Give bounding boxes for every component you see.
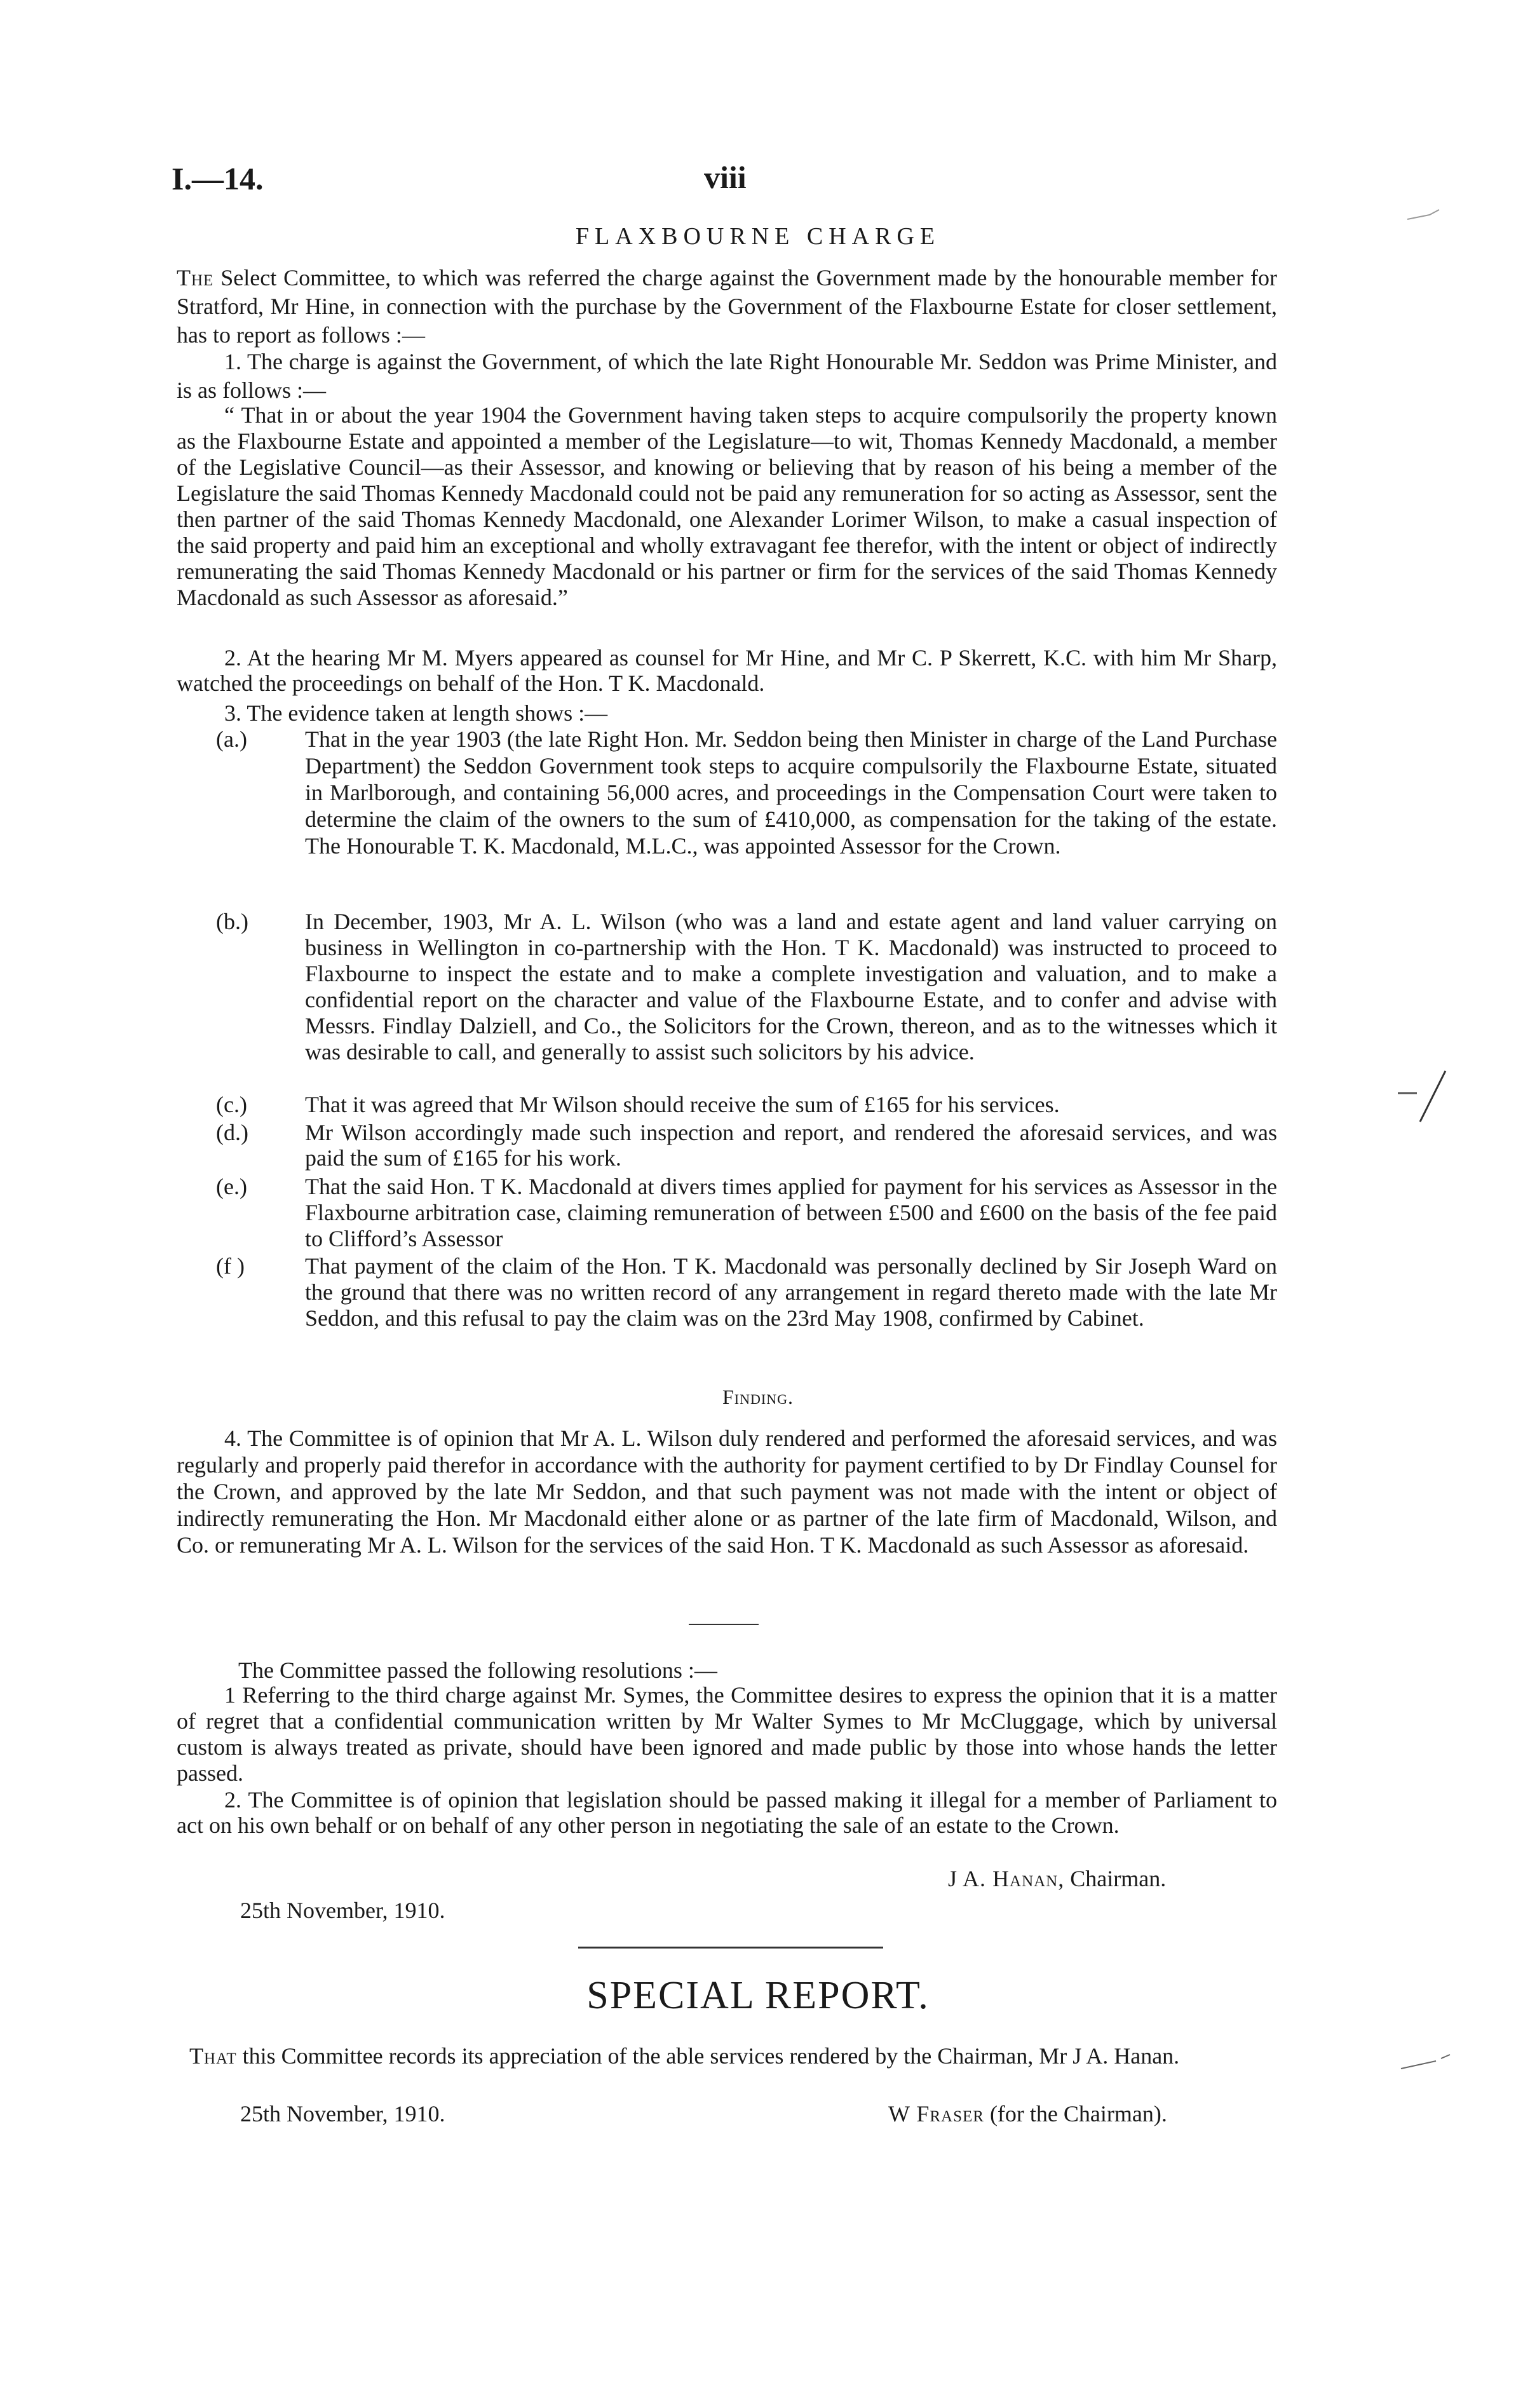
evidence-item-e: [216, 1174, 1277, 1252]
evidence-text: In December, 1903, Mr A. L. Wilson (who was a land and estate agent and land valuer carrying on business in Wellington in co-partnership with the Hon. T K. Macdonald) was instructed to proceed to Flaxbourne to inspect the estate and to make a complete investigation and valuation, and to make a confidential report on the character and value of the Flaxbourne Estate, and to confer and advise with Messrs. Findlay Dalziell, and Co., the Solicitors for the Crown, thereon, and as to the witnesses which it was desirable to call, and generally to assist such solicitors by his advice.: [305, 909, 1277, 1065]
evidence-text: That the said Hon. T K. Macdonald at divers times applied for payment for his services as Assessor in the Flaxbourne arbitration case, claiming remuneration of between £500 and £600 on the basis of the fee paid to Clifford’s Assessor: [305, 1174, 1277, 1251]
paragraph-2: 2. At the hearing Mr M. Myers appeared as counsel for Mr Hine, and Mr C. P Skerrett, K.C. with him Mr Sharp, watched the proceedings on behalf of the Hon. T K. Macdonald.: [177, 645, 1277, 696]
evidence-item-b: [216, 909, 1277, 1065]
evidence-item-f: [216, 1253, 1277, 1331]
evidence-item-a: [216, 726, 1277, 859]
signatory-title: (for the Chairman).: [989, 2101, 1167, 2126]
evidence-text: That payment of the claim of the Hon. T K. Macdonald was personally declined by Sir Joseph Ward on the ground that there was no written record of any arrangement in regard thereto made with the late Mr Seddon, and this refusal to pay the claim was on the 23rd May 1908, confirmed by Cabinet.: [305, 1253, 1277, 1331]
evidence-text: That it was agreed that Mr Wilson should receive the sum of £165 for his services.: [305, 1092, 1060, 1117]
evidence-label: (c.): [216, 1092, 247, 1117]
intro-text: Select Committee, to which was referred the charge against the Government made by the honourable member for Stratford, Mr Hine, in connection with the purchase by the Government of the Flaxbourne Estate for closer settlement, has to report as follows :—: [177, 265, 1277, 348]
evidence-label: (f ): [216, 1253, 245, 1279]
margin-mark: [1404, 203, 1442, 229]
special-lead: That: [189, 2043, 237, 2069]
evidence-label: (b.): [216, 909, 248, 934]
margin-mark: [1398, 2050, 1455, 2075]
finding-heading: Finding.: [722, 1385, 794, 1408]
separator-rule: [578, 1947, 883, 1949]
report-date: 25th November, 1910.: [240, 1898, 445, 1923]
paragraph-3: 3. The evidence taken at length shows :—: [224, 700, 608, 726]
page-number: viii: [704, 160, 747, 195]
resolution-1: 1 Referring to the third charge against Mr. Symes, the Committee desires to express the opinion that it is a matter of regret that a confidential communication written by Mr Walter Symes to Mr McCluggage, which by universal custom is always treated as private, should have been ignored and made public by those into whose hands the letter passed.: [177, 1682, 1277, 1786]
special-report-signature: [888, 2100, 1167, 2127]
evidence-label: (a.): [216, 726, 247, 752]
margin-mark: [1395, 1068, 1452, 1131]
special-report-text: [189, 2042, 1277, 2070]
chairman-signature: [948, 1865, 1166, 1892]
evidence-text: That in the year 1903 (the late Right Hon. Mr. Seddon being then Minister in charge of the Land Purchase Department) the Seddon Government took steps to acquire compulsorily the Flaxbourne Estate, situated in Marlborough, and containing 56,000 acres, and proceedings in the Compensation Court were taken to determine the claim of the owners to the sum of £410,000, as compensation for the taking of the estate. The Honourable T. K. Macdonald, M.L.C., was appointed Assessor for the Crown.: [305, 726, 1277, 859]
section-title: FLAXBOURNE CHARGE: [575, 223, 941, 250]
resolutions-intro: The Committee passed the following resolutions :—: [238, 1657, 717, 1683]
evidence-item-c: [216, 1091, 1277, 1118]
evidence-item-d: [216, 1120, 1277, 1171]
special-report-title: SPECIAL REPORT.: [586, 1974, 930, 2017]
signatory-name: J A. Hanan,: [948, 1866, 1065, 1891]
separator-rule: [689, 1624, 759, 1625]
charge-quote: “ That in or about the year 1904 the Government having taken steps to acquire compulsorily the property known as the Flaxbourne Estate and appointed a member of the Legislature—to wit, Thomas Kennedy Macdonald, a member of the Legislative Council—as their Assessor, and knowing or believing that by reason of his being a member of the Legislature the said Thomas Kennedy Macdonald could not be paid any remuneration for so acting as Assessor, sent the then partner of the said Thomas Kennedy Macdonald, one Alexander Lorimer Wilson, to make a casual inspection of the said property and paid him an exceptional and wholly extravagant fee therefor, with the intent or object of indirectly remunerating the said Thomas Kennedy Macdonald or his partner or firm for the services of the said Thomas Kennedy Macdonald as such Assessor as aforesaid.”: [177, 402, 1277, 610]
document-reference: I.—14.: [172, 161, 264, 196]
special-report-date: 25th November, 1910.: [240, 2101, 445, 2126]
evidence-label: (d.): [216, 1120, 248, 1145]
evidence-label: (e.): [216, 1174, 247, 1199]
signatory-title: Chairman.: [1070, 1866, 1167, 1891]
evidence-text: Mr Wilson accordingly made such inspection and report, and rendered the aforesaid services, and was paid the sum of £165 for his work.: [305, 1120, 1277, 1171]
intro-lead: The: [177, 265, 214, 290]
paragraph-4: 4. The Committee is of opinion that Mr A. L. Wilson duly rendered and performed the aforesaid services, and was regularly and properly paid therefor in accordance with the authority for payment certified to by Dr Findlay Counsel for the Crown, and approved by the late Mr Seddon, and that such payment was not made with the intent or object of indirectly remunerating the Hon. Mr Macdonald either alone or as partner of the late firm of Macdonald, Wilson, and Co. or remunerating Mr A. L. Wilson for the services of the said Hon. T K. Macdonald as such Assessor as aforesaid.: [177, 1425, 1277, 1558]
resolution-2: 2. The Committee is of opinion that legislation should be passed making it illegal for a member of Parliament to act on his own behalf or on behalf of any other person in negotiating the sale of an estate to the Crown.: [177, 1787, 1277, 1838]
special-body: this Committee records its appreciation of the able services rendered by the Chairman, Mr J A. Hanan.: [242, 2043, 1180, 2069]
signatory-name: W Fraser: [888, 2101, 984, 2126]
intro-paragraph: [177, 264, 1277, 350]
paragraph-1: 1. The charge is against the Government, of which the late Right Honourable Mr. Seddon was Prime Minister, and is as follows :—: [177, 349, 1277, 403]
